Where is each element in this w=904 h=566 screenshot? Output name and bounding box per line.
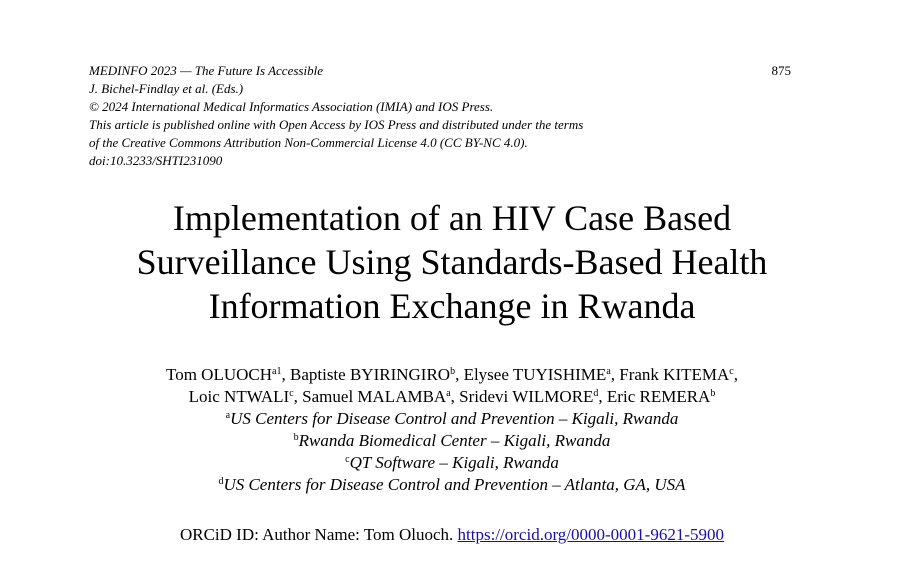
affiliation-text: QT Software – Kigali, Rwanda bbox=[349, 453, 559, 472]
orcid-line bbox=[40, 524, 864, 546]
author-affiliation-mark: c bbox=[289, 388, 294, 399]
doi-line: doi:10.3233/SHTI231090 bbox=[89, 153, 223, 168]
title-line-2: Surveillance Using Standards-Based Health bbox=[136, 242, 768, 282]
affiliation-d bbox=[40, 474, 864, 496]
license-line-1: This article is published online with Open Access by IOS Press and distributed under the terms bbox=[89, 117, 584, 132]
license-line-2: of the Creative Commons Attribution Non-Commercial License 4.0 (CC BY-NC 4.0). bbox=[89, 135, 528, 150]
affiliation-text: US Centers for Disease Control and Prevention – Atlanta, GA, USA bbox=[223, 475, 686, 494]
affiliation-text: US Centers for Disease Control and Prevention – Kigali, Rwanda bbox=[230, 409, 679, 428]
author-block bbox=[40, 364, 864, 496]
author-name: Samuel MALAMBA bbox=[302, 387, 447, 406]
conference-line: MEDINFO 2023 — The Future Is Accessible bbox=[89, 63, 323, 78]
author-affiliation-mark: c bbox=[729, 366, 734, 377]
copyright-line: © 2024 International Medical Informatics Association (IMIA) and IOS Press. bbox=[89, 99, 494, 114]
author-name: Sridevi WILMORE bbox=[459, 387, 594, 406]
affiliation-mark: c bbox=[345, 454, 350, 465]
author-separator: , bbox=[610, 365, 620, 384]
author-separator: , bbox=[281, 365, 290, 384]
author-name: Elysee TUYISHIME bbox=[463, 365, 607, 384]
author-name: Tom OLUOCH bbox=[166, 365, 273, 384]
author-separator: , bbox=[450, 387, 460, 406]
author-separator: , bbox=[598, 387, 607, 406]
author-affiliation-mark: a bbox=[606, 366, 611, 377]
author-name: Eric REMERA bbox=[606, 387, 711, 406]
affiliation-c bbox=[40, 452, 864, 474]
affiliation-mark: d bbox=[218, 476, 224, 487]
title-line-1: Implementation of an HIV Case Based bbox=[172, 198, 732, 238]
orcid-link[interactable]: https://orcid.org/0000-0001-9621-5900 bbox=[457, 525, 725, 544]
affiliation-text: Rwanda Biomedical Center – Kigali, Rwanda bbox=[298, 431, 611, 450]
author-name: Loic NTWALI bbox=[188, 387, 290, 406]
author-affiliation-mark: a1 bbox=[272, 366, 282, 377]
paper-title bbox=[40, 196, 864, 328]
author-affiliation-mark: b bbox=[450, 366, 456, 377]
author-affiliation-mark: a bbox=[446, 388, 451, 399]
title-line-3: Information Exchange in Rwanda bbox=[208, 286, 696, 326]
author-affiliation-mark: b bbox=[710, 388, 716, 399]
affiliation-mark: a bbox=[225, 410, 231, 421]
editors-line: J. Bichel-Findlay et al. (Eds.) bbox=[89, 81, 244, 96]
orcid-label: ORCiD ID: Author Name: Tom Oluoch. bbox=[179, 525, 454, 544]
author-affiliation-mark: d bbox=[593, 388, 599, 399]
author-name: Baptiste BYIRINGIRO bbox=[289, 365, 451, 384]
affiliation-a bbox=[40, 408, 864, 430]
author-name: Frank KITEMA bbox=[619, 365, 730, 384]
author-line-1 bbox=[40, 364, 864, 386]
affiliation-b bbox=[40, 430, 864, 452]
affiliation-mark: b bbox=[293, 432, 299, 443]
publication-header bbox=[89, 62, 791, 170]
author-line-2 bbox=[40, 386, 864, 408]
author-separator: , bbox=[293, 387, 303, 406]
page-number: 875 bbox=[771, 63, 791, 78]
author-separator: , bbox=[455, 365, 464, 384]
author-separator: , bbox=[733, 365, 738, 384]
